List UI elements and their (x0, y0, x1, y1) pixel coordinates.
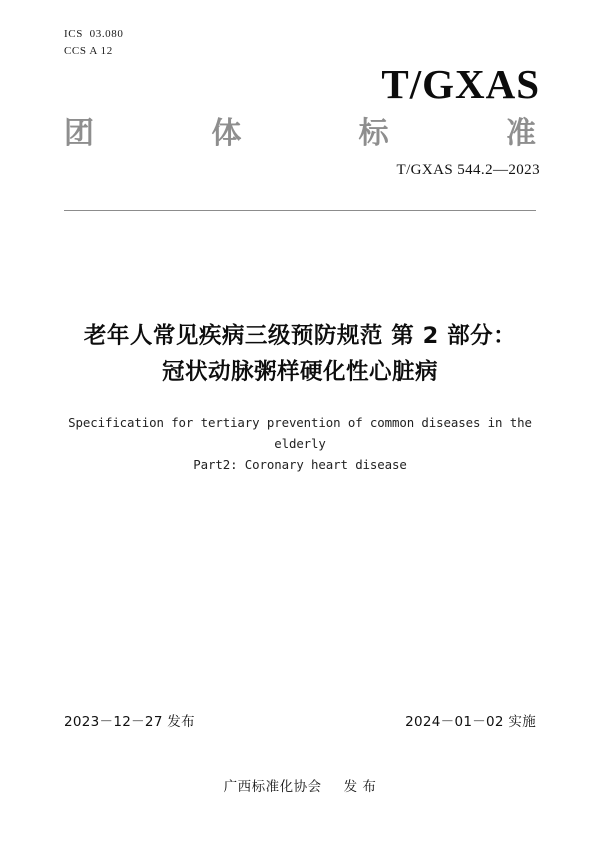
ccs-value: A 12 (89, 45, 113, 57)
ics-label: ICS (64, 28, 83, 40)
publisher-name: 广西标准化协会 (223, 779, 322, 795)
standard-number: T/GXAS 544.2—2023 (396, 162, 540, 178)
series-char-4: 准 (505, 116, 536, 151)
series-title (64, 108, 536, 152)
ics-value: 03.080 (89, 28, 124, 40)
title-cn-line1: 老年人常见疾病三级预防规范 第 2 部分： (83, 323, 517, 349)
ccs-code (64, 43, 123, 60)
ics-code (64, 26, 123, 43)
title-en-line2: Part2: Coronary heart disease (193, 457, 407, 472)
ccs-label: CCS (64, 45, 87, 57)
header-divider (64, 210, 536, 211)
series-char-3: 标 (358, 116, 389, 151)
series-char-1: 团 (64, 116, 94, 151)
classification-codes (64, 26, 123, 60)
page-subtitle-english (50, 412, 550, 475)
implementation-date: 2024－01－02 实施 (405, 714, 536, 730)
page-title (50, 318, 550, 390)
issue-date: 2023－12－27 发布 (64, 714, 195, 730)
title-cn-line2: 冠状动脉粥样硬化性心脏病 (161, 359, 438, 385)
series-char-2: 体 (211, 116, 242, 151)
standard-mark: T/GXAS (381, 61, 540, 107)
publisher-action: 发 布 (343, 779, 377, 795)
publisher-line (50, 775, 550, 795)
title-en-line1: Specification for tertiary prevention of common diseases in the elderly (68, 415, 532, 451)
date-row (64, 710, 536, 730)
